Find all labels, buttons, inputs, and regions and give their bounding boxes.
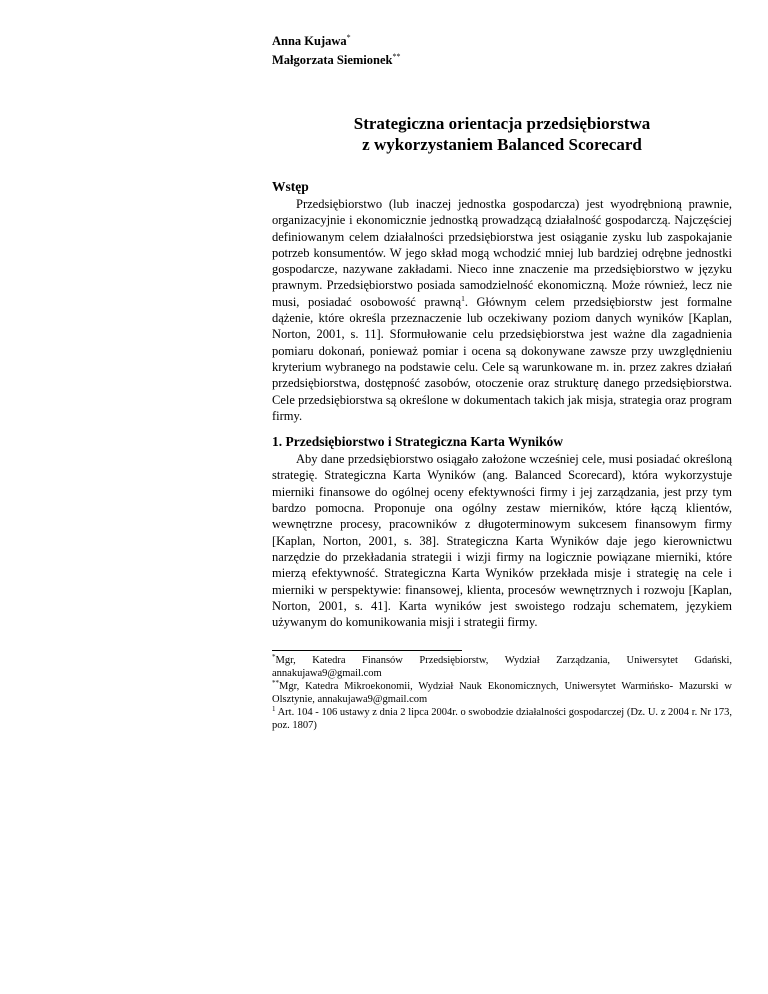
paper-title bbox=[272, 113, 732, 155]
footnote-1 bbox=[272, 706, 732, 732]
author-list bbox=[272, 30, 732, 68]
author-mark: * bbox=[346, 33, 351, 42]
footnote-text: Art. 104 - 106 ustawy z dnia 2 lipca 2004r. o swobodzie działalności gospodarczej (Dz. U. z 2004 r. Nr 173, poz. 1807) bbox=[272, 707, 733, 732]
section-heading-intro: Wstęp bbox=[272, 179, 309, 194]
footnote-separator bbox=[272, 650, 462, 651]
author-name: Małgorzata Siemionek bbox=[272, 53, 393, 67]
title-line-1: Strategiczna orientacja przedsiębiorstwa bbox=[353, 114, 651, 133]
author-mark: ** bbox=[392, 52, 401, 61]
footnote-mark: ** bbox=[272, 679, 279, 688]
footnote-text: Mgr, Katedra Finansów Przedsiębiorstw, Wydział Zarządzania, Uniwersytet Gdański, annakujawa9@gmail.com bbox=[272, 655, 732, 680]
intro-text-a: Przedsiębiorstwo (lub inaczej jednostka gospodarcza) jest wyodrębnioną prawnie, organizacyjnie i ekonomicznie jednostką prowadzącą działalność gospodarczą. Najczęściej definiowanym celem działalności przedsiębiorstwa jest osiąganie zysku lub zaspokajanie potrzeb konsumentów. W jego skład mogą wchodzić mniej lub bardziej odrębne jednostki gospodarcze, nazywane zakładami. Nieco inne znaczenie ma przedsiębiorstwo w języku prawnym. Przedsiębiorstwo posiada samodzielność ekonomiczną. Może również, lecz nie musi, posiadać osobowość prawną bbox=[272, 197, 732, 309]
title-line-2: z wykorzystaniem Balanced Scorecard bbox=[362, 135, 642, 154]
section-1-paragraph: Aby dane przedsiębiorstwo osiągało założone wcześniej cele, musi posiadać określoną strategię. Strategiczna Karta Wyników (ang. Balanced Scorecard), która wykorzystuje mierniki finansowe do ogólnej oceny efektywności firmy i jej zarządzania, jest przy tym bardzo pomocna. Proponuje ona ogólny zestaw mierników, które łączą klientów, wewnętrzne procesy, pracowników z długoterminowym sukcesem finansowym firmy [Kaplan, Norton, 2001, s. 38]. Strategiczna Karta Wyników daje jego kierownictwu narzędzie do przekładania strategii i wizji firmy na logicznie powiązane mierniki, które mierzą efektywność. Strategiczna Karta Wyników przekłada misje i strategię na cele i mierniki w perspektywie: finansowej, klienta, procesów wewnętrznych i rozwoju [Kaplan, Norton, 2001, s. 41]. Karta wyników jest swoistego rodzaju schematem, językiem używanym do komunikowania misji i strategii firmy. bbox=[272, 452, 732, 630]
footnote-mark: * bbox=[272, 653, 276, 662]
document-page bbox=[272, 30, 732, 732]
intro-text-b: . Głównym celem przedsiębiorstw jest formalne dążenie, które określa przeznaczenie lub oczekiwany poziom danych wyników [Kaplan, Norton, 2001, s. 11]. Sformułowanie celu przedsiębiorstwa jest ważne dla zagadnienia pomiaru dokonań, ponieważ pomiar i ocena są dokonywane zawsze przy uwzględnieniu kryterium wybranego na podstawie celu. Cele są warunkowane m. in. przez zakres działań przedsiębiorstwa, dostępność zasobów, otoczenie oraz strukturę danego przedsiębiorstwa. Cele przedsiębiorstwa są określone w dokumentach takich jak misja, strategia oraz program firmy. bbox=[272, 294, 732, 423]
footnote-author-2 bbox=[272, 680, 732, 706]
intro-paragraph bbox=[272, 196, 732, 424]
section-heading-1: 1. Przedsiębiorstwo i Strategiczna Karta Wyników bbox=[272, 434, 563, 450]
footnote-author-1 bbox=[272, 654, 732, 680]
footnotes bbox=[272, 654, 732, 732]
footnote-text: Mgr, Katedra Mikroekonomii, Wydział Nauk Ekonomicznych, Uniwersytet Warmińsko- Mazurski w Olsztynie, annakujawa9@gmail.com bbox=[272, 681, 732, 706]
footnote-mark: 1 bbox=[272, 705, 276, 714]
author-1 bbox=[272, 30, 732, 49]
footnote-ref-1[interactable]: 1 bbox=[461, 293, 465, 303]
author-2 bbox=[272, 49, 732, 68]
author-name: Anna Kujawa bbox=[272, 34, 347, 48]
